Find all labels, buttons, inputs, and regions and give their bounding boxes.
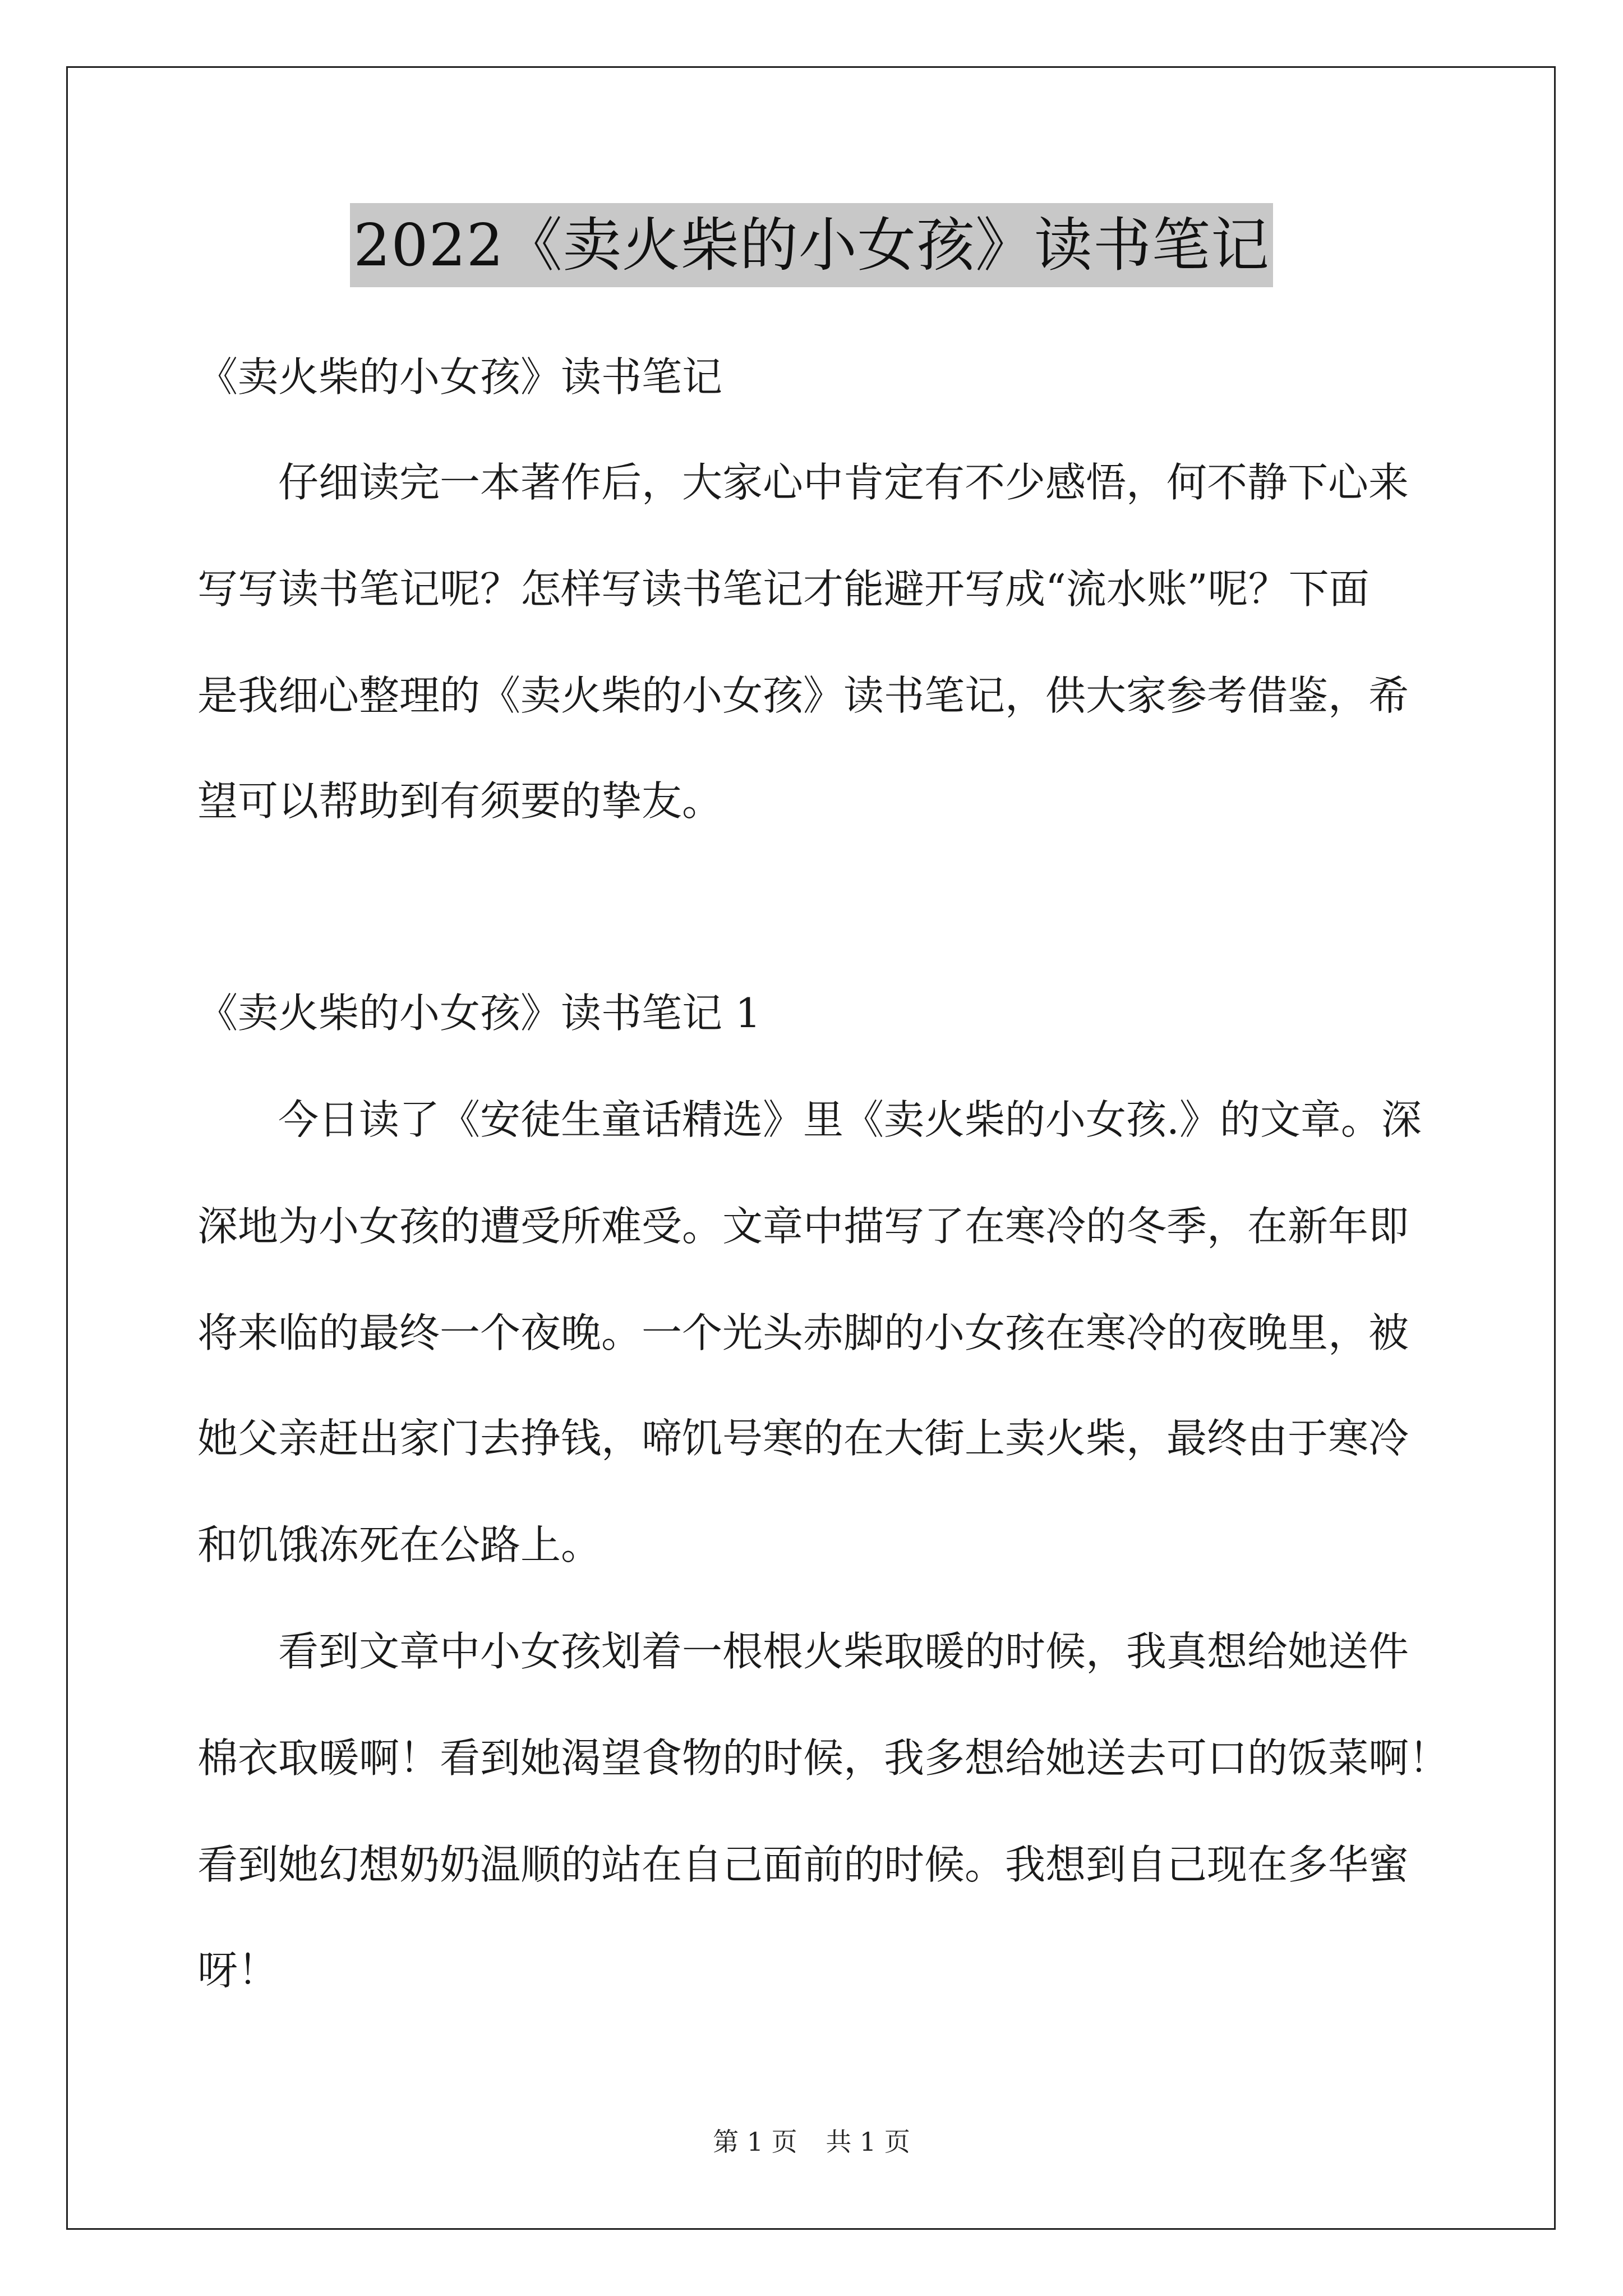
document-title: 2022《卖火柴的小女孩》读书笔记 xyxy=(350,203,1273,287)
paragraph-line: 看到文章中小女孩划着一根根火柴取暖的时候，我真想给她送件 xyxy=(278,1628,1409,1675)
paragraph-line: 她父亲赶出家门去挣钱，啼饥号寒的在大街上卖火柴，最终由于寒冷 xyxy=(197,1415,1409,1462)
page-footer xyxy=(0,2125,1623,2159)
paragraph-line: 望可以帮助到有须要的挚友。 xyxy=(197,777,723,825)
paragraph-line: 深地为小女孩的遭受所难受。文章中描写了在寒冷的冬季，在新年即 xyxy=(197,1203,1409,1250)
paragraph-line: 棉衣取暖啊！看到她渴望食物的时候，我多想给她送去可口的饭菜啊！ xyxy=(197,1734,1450,1782)
page-number: 第 1 页 xyxy=(713,2127,797,2157)
paragraph-line: 和饥饿冻死在公路上。 xyxy=(197,1521,602,1568)
section-heading: 《卖火柴的小女孩》读书笔记 xyxy=(197,353,723,401)
title-container xyxy=(0,203,1623,287)
paragraph-line: 将来临的最终一个夜晚。一个光头赤脚的小女孩在寒冷的夜晚里，被 xyxy=(197,1309,1409,1356)
paragraph-line: 写写读书笔记呢？怎样写读书笔记才能避开写成“流水账”呢？下面 xyxy=(197,565,1370,613)
paragraph-line: 看到她幻想奶奶温顺的站在自己面前的时候。我想到自己现在多华蜜 xyxy=(197,1841,1409,1888)
paragraph-line: 呀！ xyxy=(197,1947,279,1994)
section-heading: 《卖火柴的小女孩》读书笔记 1 xyxy=(197,990,761,1037)
page-total: 共 1 页 xyxy=(826,2127,910,2157)
paragraph-line: 是我细心整理的《卖火柴的小女孩》读书笔记，供大家参考借鉴，希 xyxy=(197,672,1409,719)
paragraph-line: 今日读了《安徒生童话精选》里《卖火柴的小女孩.》的文章。深 xyxy=(278,1096,1422,1143)
paragraph-line: 仔细读完一本著作后，大家心中肯定有不少感悟，何不静下心来 xyxy=(278,459,1409,506)
